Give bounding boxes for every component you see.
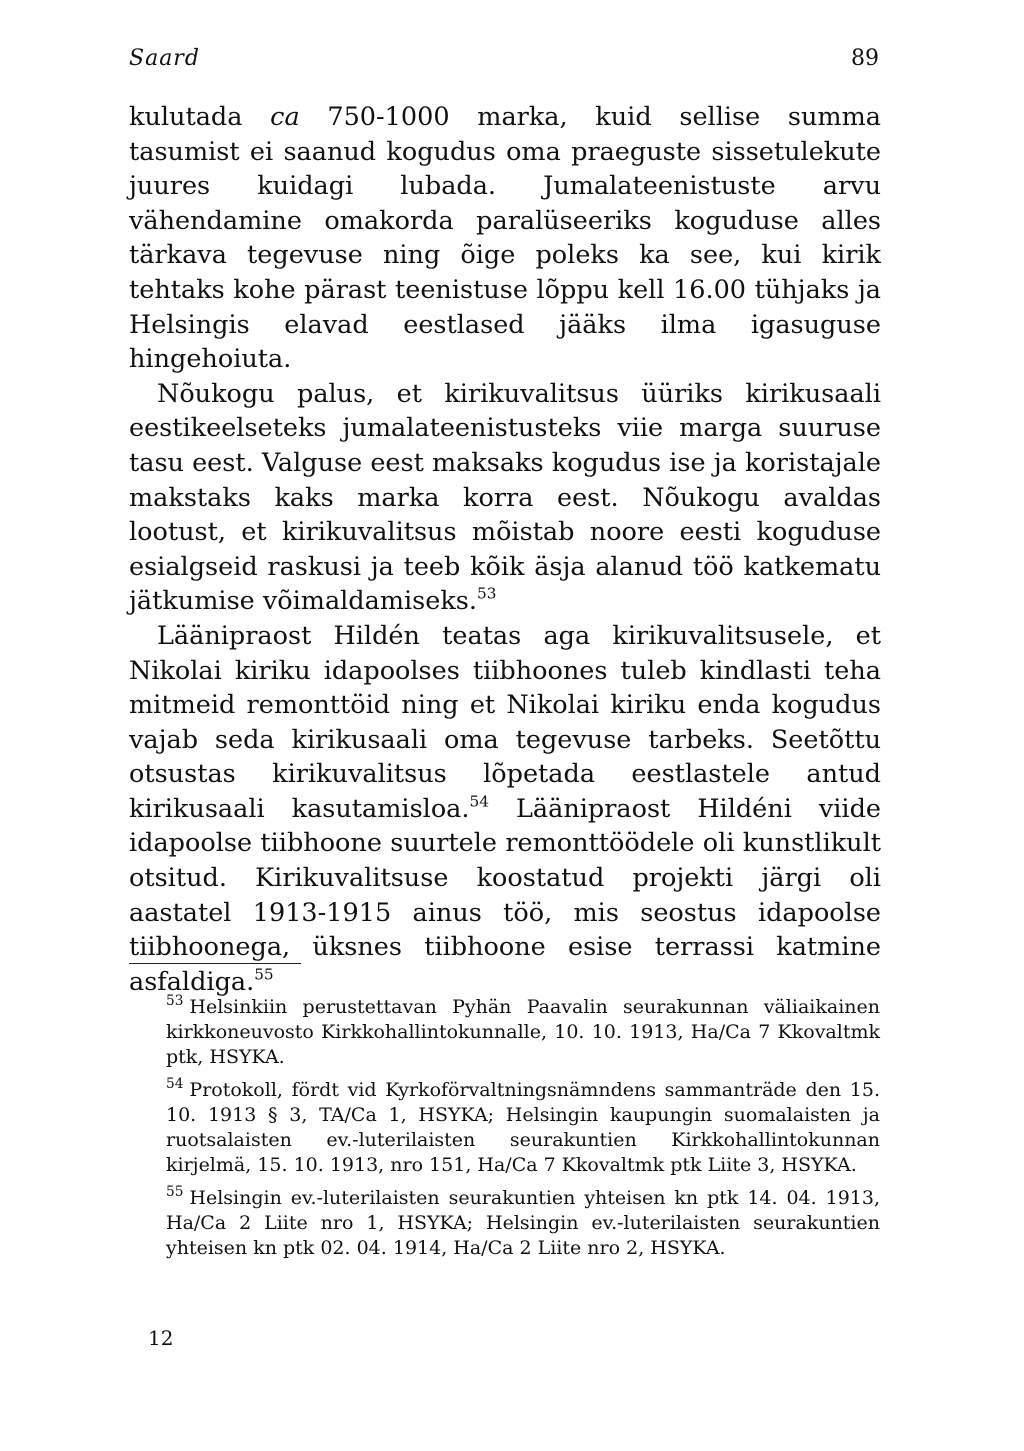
paragraph-1-italic: ca <box>270 102 300 132</box>
footnote-53 <box>166 995 880 1070</box>
footnote-text: Helsinkiin perustettavan Pyhän Paavalin seurakunnan väliaikainen kirkkoneuvosto Kirkkohallintokunnalle, 10. 10. 1913, Ha/Ca 7 Kkovaltmk ptk, HSYKA. <box>166 996 880 1068</box>
paragraph-1 <box>129 100 881 377</box>
paragraph-3-text-b: Lääniprаost Hildéni viide idapoolse tiibhoone suurtele remonttöödele oli kunstlikult otsitud. Kirikuvalitsuse koostatud projekti järgi oli aastatel 1913-1915 ainus töö, mis seostus idapoolse tiibhoonega, üksnes tiibhoone esise terrassi katmine asfaldiga. <box>129 793 881 997</box>
footnotes <box>166 995 880 1269</box>
running-title: Saard <box>129 46 200 71</box>
footnote-54 <box>166 1078 880 1178</box>
paragraph-3-text-a: Lääniprаost Hildén teatas aga kirikuvalitsusele, et Nikolai kiriku idapoolses tiibhoones tuleb kindlasti teha mitmeid remonttöid ning et Nikolai kiriku enda kogudus vajab seda kirikusaali oma tegevuse tarbeks. Seetõttu otsustas kirikuvalitsus lõpetada eestlastele antud kirikusaali kasutamisloa. <box>129 620 881 824</box>
paragraph-1-text-b: 750-1000 marka, kuid sellise summa tasumist ei saanud kogudus oma praeguste sissetulekute juures kuidagi lubada. Jumalateenistuste arvu vähendamine omakorda paralüseeriks koguduse alles tärkava tegevuse ning õige poleks ka see, kui kirik tehtaks kohe pärast teenistuse lõppu kell 16.00 tühjaks ja Helsingis elavad eestlased jääks ilma igasuguse hingehoiuta. <box>129 102 881 375</box>
footnote-ref-53[interactable]: 53 <box>477 584 497 603</box>
paragraph-2 <box>129 377 881 619</box>
footnote-mark: 53 <box>166 993 184 1010</box>
paragraph-3 <box>129 619 881 1000</box>
footnote-text: Helsingin ev.-luterilaisten seurakuntien yhteisen kn ptk 14. 04. 1913, Ha/Ca 2 Liite nro 1, HSYKA; Helsingin ev.-luterilaisten seurakuntien yhteisen kn ptk 02. 04. 1914, Ha/Ca 2 Liite nro 2, HSYKA. <box>166 1187 880 1259</box>
signature-mark: 12 <box>148 1326 174 1350</box>
footnote-text: Protokoll, fördt vid Kyrkoförvaltningsnämndens sammanträde den 15. 10. 1913 § 3, TA/Ca 1, HSYKA; Helsingin kaupungin suomalaisten ja ruotsalaisten ev.-luterilaisten seurakuntien Kirkkohallintokunnan kirjelmä, 15. 10. 1913, nro 151, Ha/Ca 7 Kkovaltmk ptk Liite 3, HSYKA. <box>166 1079 880 1176</box>
footnote-55 <box>166 1186 880 1261</box>
body-text <box>129 100 881 999</box>
paragraph-2-text: Nõukogu palus, et kirikuvalitsus üüriks kirikusaali eestikeelseteks jumalateenistusteks viie marga suuruse tasu eest. Valguse eest maksaks kogudus ise ja koristajale makstaks kaks marka korra eest. Nõukogu avaldas lootust, et kirikuvalitsus mõistab noore eesti koguduse esialgseid raskusi ja teeb kõik äsja alanud töö katkematu jätkumise võimaldamiseks. <box>129 378 881 617</box>
footnote-ref-55[interactable]: 55 <box>254 965 274 984</box>
footnote-mark: 54 <box>166 1076 184 1093</box>
footnote-mark: 55 <box>166 1184 184 1201</box>
running-head <box>129 46 879 76</box>
footnote-divider <box>129 963 301 964</box>
footnote-ref-54[interactable]: 54 <box>469 792 489 811</box>
page-number: 89 <box>851 46 879 71</box>
paragraph-1-text-a: kulutada <box>129 102 271 132</box>
